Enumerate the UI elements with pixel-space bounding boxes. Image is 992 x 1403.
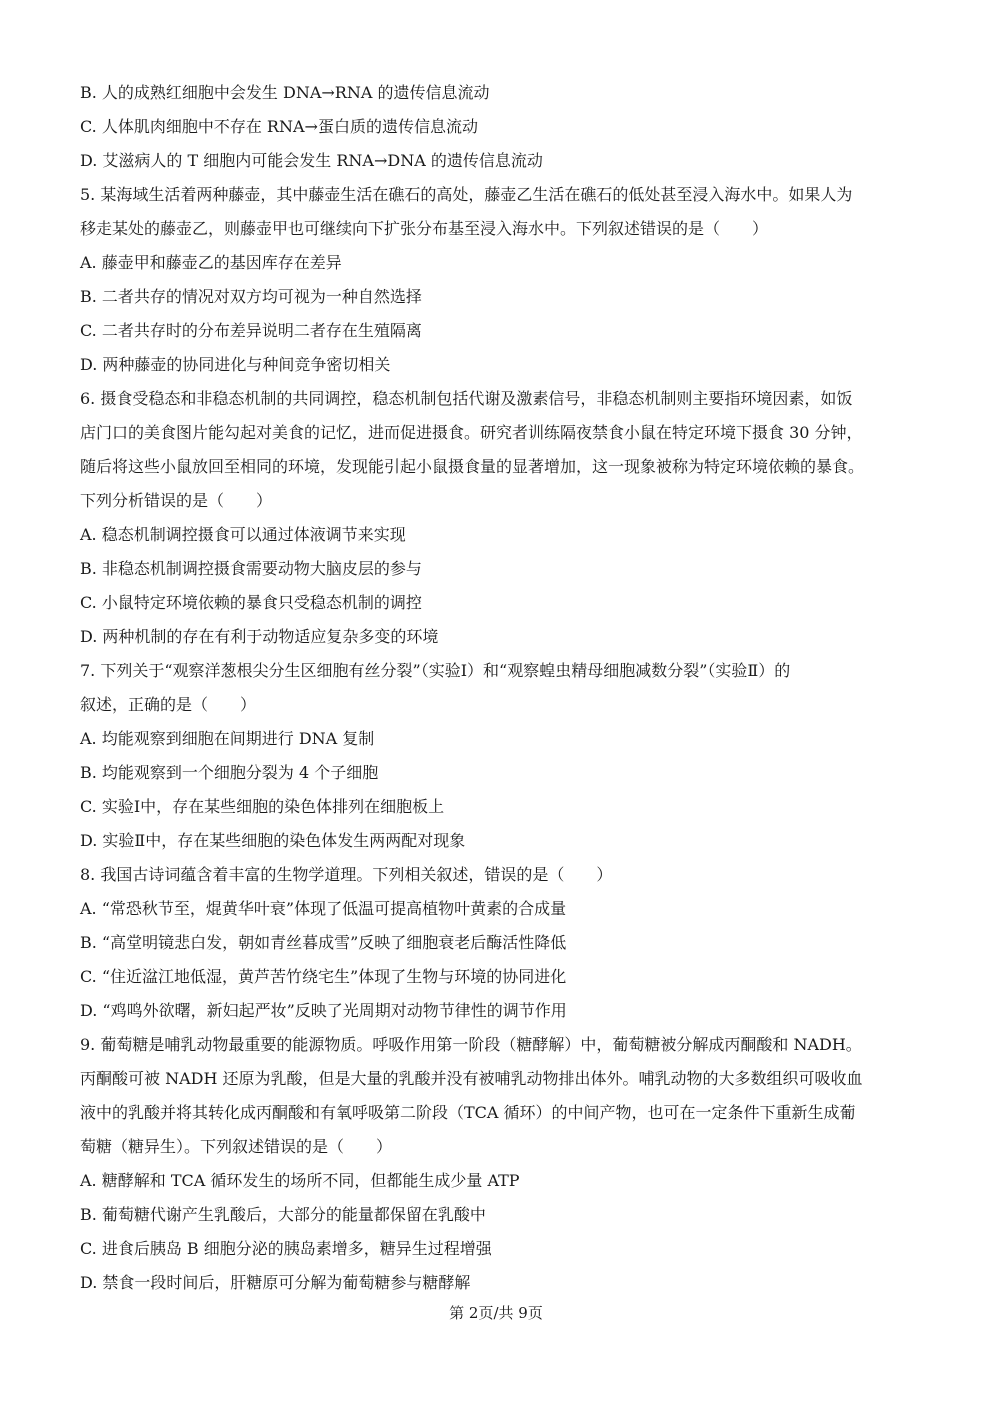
option-4d: D. 艾滋病人的 T 细胞内可能会发生 RNA→DNA 的遗传信息流动	[80, 151, 543, 170]
question-7-stem: 7. 下列关于“观察洋葱根尖分生区细胞有丝分裂”（实验Ⅰ）和“观察蝗虫精母细胞减数分裂”（实验Ⅱ）的	[80, 661, 791, 680]
option-4b: B. 人的成熟红细胞中会发生 DNA→RNA 的遗传信息流动	[80, 83, 490, 102]
question-6-stem: 店门口的美食图片能勾起对美食的记忆，进而促进摄食。研究者训练隔夜禁食小鼠在特定环境下摄食 30 分钟，	[80, 423, 863, 442]
question-9-stem: 液中的乳酸并将其转化成丙酮酸和有氧呼吸第二阶段（TCA 循环）的中间产物，也可在一定条件下重新生成葡	[80, 1103, 856, 1122]
option-8b: B. “高堂明镜悲白发，朝如青丝暮成雪”反映了细胞衰老后酶活性降低	[80, 933, 567, 952]
question-6-stem: 随后将这些小鼠放回至相同的环境，发现能引起小鼠摄食量的显著增加，这一现象被称为特定环境依赖的暴食。	[80, 457, 865, 476]
option-5d: D. 两种藤壶的协同进化与种间竞争密切相关	[80, 355, 391, 374]
question-9-stem: 9. 葡萄糖是哺乳动物最重要的能源物质。呼吸作用第一阶段（糖酵解）中，葡萄糖被分解成丙酮酸和 NADH。	[80, 1035, 862, 1054]
option-5b: B. 二者共存的情况对双方均可视为一种自然选择	[80, 287, 422, 306]
question-5-stem: 5. 某海域生活着两种藤壶，其中藤壶生活在礁石的高处，藤壶乙生活在礁石的低处甚至浸入海水中。如果人为	[80, 185, 853, 204]
option-8c: C. “住近湓江地低湿，黄芦苦竹绕宅生”体现了生物与环境的协同进化	[80, 967, 567, 986]
option-9d: D. 禁食一段时间后，肝糖原可分解为葡萄糖参与糖酵解	[80, 1273, 471, 1292]
option-7b: B. 均能观察到一个细胞分裂为 4 个子细胞	[80, 763, 379, 782]
question-6-stem: 6. 摄食受稳态和非稳态机制的共同调控，稳态机制包括代谢及激素信号，非稳态机制则主要指环境因素，如饭	[80, 389, 853, 408]
option-9a: A. 糖酵解和 TCA 循环发生的场所不同，但都能生成少量 ATP	[80, 1171, 520, 1190]
option-7a: A. 均能观察到细胞在间期进行 DNA 复制	[80, 729, 375, 748]
option-9b: B. 葡萄糖代谢产生乳酸后，大部分的能量都保留在乳酸中	[80, 1205, 486, 1224]
question-9-stem: 丙酮酸可被 NADH 还原为乳酸，但是大量的乳酸并没有被哺乳动物排出体外。哺乳动物的大多数组织可吸收血	[80, 1069, 863, 1088]
option-5c: C. 二者共存时的分布差异说明二者存在生殖隔离	[80, 321, 422, 340]
option-7c: C. 实验Ⅰ中，存在某些细胞的染色体排列在细胞板上	[80, 797, 445, 816]
page-number-footer: 第 2页/共 9页	[449, 1304, 543, 1322]
option-5a: A. 藤壶甲和藤壶乙的基因库存在差异	[80, 253, 342, 272]
option-4c: C. 人体肌肉细胞中不存在 RNA→蛋白质的遗传信息流动	[80, 117, 478, 136]
option-7d: D. 实验Ⅱ中，存在某些细胞的染色体发生两两配对现象	[80, 831, 466, 850]
question-7-stem: 叙述，正确的是（ ）	[80, 695, 257, 714]
option-6d: D. 两种机制的存在有利于动物适应复杂多变的环境	[80, 627, 439, 646]
question-5-stem: 移走某处的藤壶乙，则藤壶甲也可继续向下扩张分布基至浸入海水中。下列叙述错误的是（ ）	[80, 219, 769, 238]
option-6c: C. 小鼠特定环境依赖的暴食只受稳态机制的调控	[80, 593, 422, 612]
option-9c: C. 进食后胰岛 B 细胞分泌的胰岛素增多，糖异生过程增强	[80, 1239, 492, 1258]
option-6a: A. 稳态机制调控摄食可以通过体液调节来实现	[80, 525, 406, 544]
option-6b: B. 非稳态机制调控摄食需要动物大脑皮层的参与	[80, 559, 422, 578]
question-8-stem: 8. 我国古诗词蕴含着丰富的生物学道理。下列相关叙述，错误的是（ ）	[80, 865, 613, 884]
question-9-stem: 萄糖（糖异生）。下列叙述错误的是（ ）	[80, 1137, 393, 1156]
option-8a: A. “常恐秋节至，焜黄华叶衰”体现了低温可提高植物叶黄素的合成量	[80, 899, 567, 918]
question-6-stem: 下列分析错误的是（ ）	[80, 491, 273, 510]
option-8d: D. “鸡鸣外欲曙，新妇起严妆”反映了光周期对动物节律性的调节作用	[80, 1001, 567, 1020]
